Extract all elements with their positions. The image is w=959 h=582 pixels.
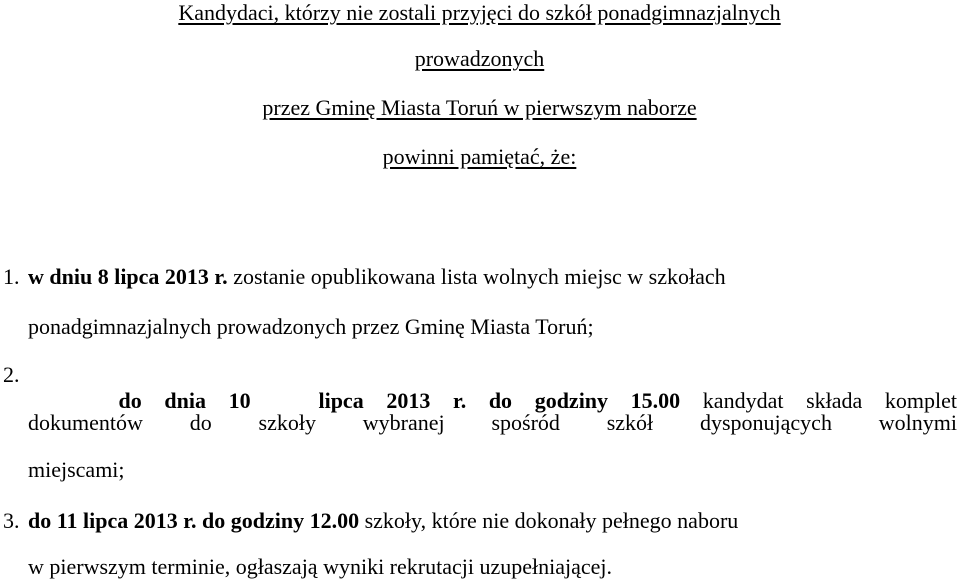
heading-line-4: powinni pamiętać, że: xyxy=(382,144,577,169)
list-item-number: 3. xyxy=(3,508,20,533)
list-item-1-continuation: ponadgimnazjalnych prowadzonych przez Gminę Miasta Toruń; xyxy=(28,314,594,339)
list-item-number: 2. xyxy=(3,362,20,387)
list-item-date: do 11 lipca 2013 r. do godziny 12.00 xyxy=(28,508,360,533)
list-item-text: zostanie opublikowana lista wolnych miejsc w szkołach xyxy=(227,264,726,289)
list-item-2-continuation-2: miejscami; xyxy=(28,457,125,482)
list-item-first-line xyxy=(28,508,957,534)
list-item-3-continuation: w pierwszym terminie, ogłaszają wyniki rekrutacji uzupełniającej. xyxy=(28,554,612,579)
heading-line-3: przez Gminę Miasta Toruń w pierwszym naborze xyxy=(262,95,697,120)
list-item-date: do dnia 10 lipca 2013 r. do godziny 15.00 xyxy=(118,388,681,413)
heading-line-1: Kandydaci, którzy nie zostali przyjęci do szkół ponadgimnazjalnych xyxy=(178,0,781,25)
list-item-text: kandydat składa komplet xyxy=(680,388,958,413)
list-item-2-continuation-1: dokumentów do szkoły wybranej spośród szkół dysponujących wolnymi xyxy=(28,410,957,435)
list-item-number: 1. xyxy=(3,264,20,289)
list-item-text: szkoły, które nie dokonały pełnego naboru xyxy=(359,508,739,533)
list-item-date: w dniu 8 lipca 2013 r. xyxy=(28,264,228,289)
list-item-first-line xyxy=(28,264,957,290)
heading-line-2: prowadzonych xyxy=(414,46,545,71)
